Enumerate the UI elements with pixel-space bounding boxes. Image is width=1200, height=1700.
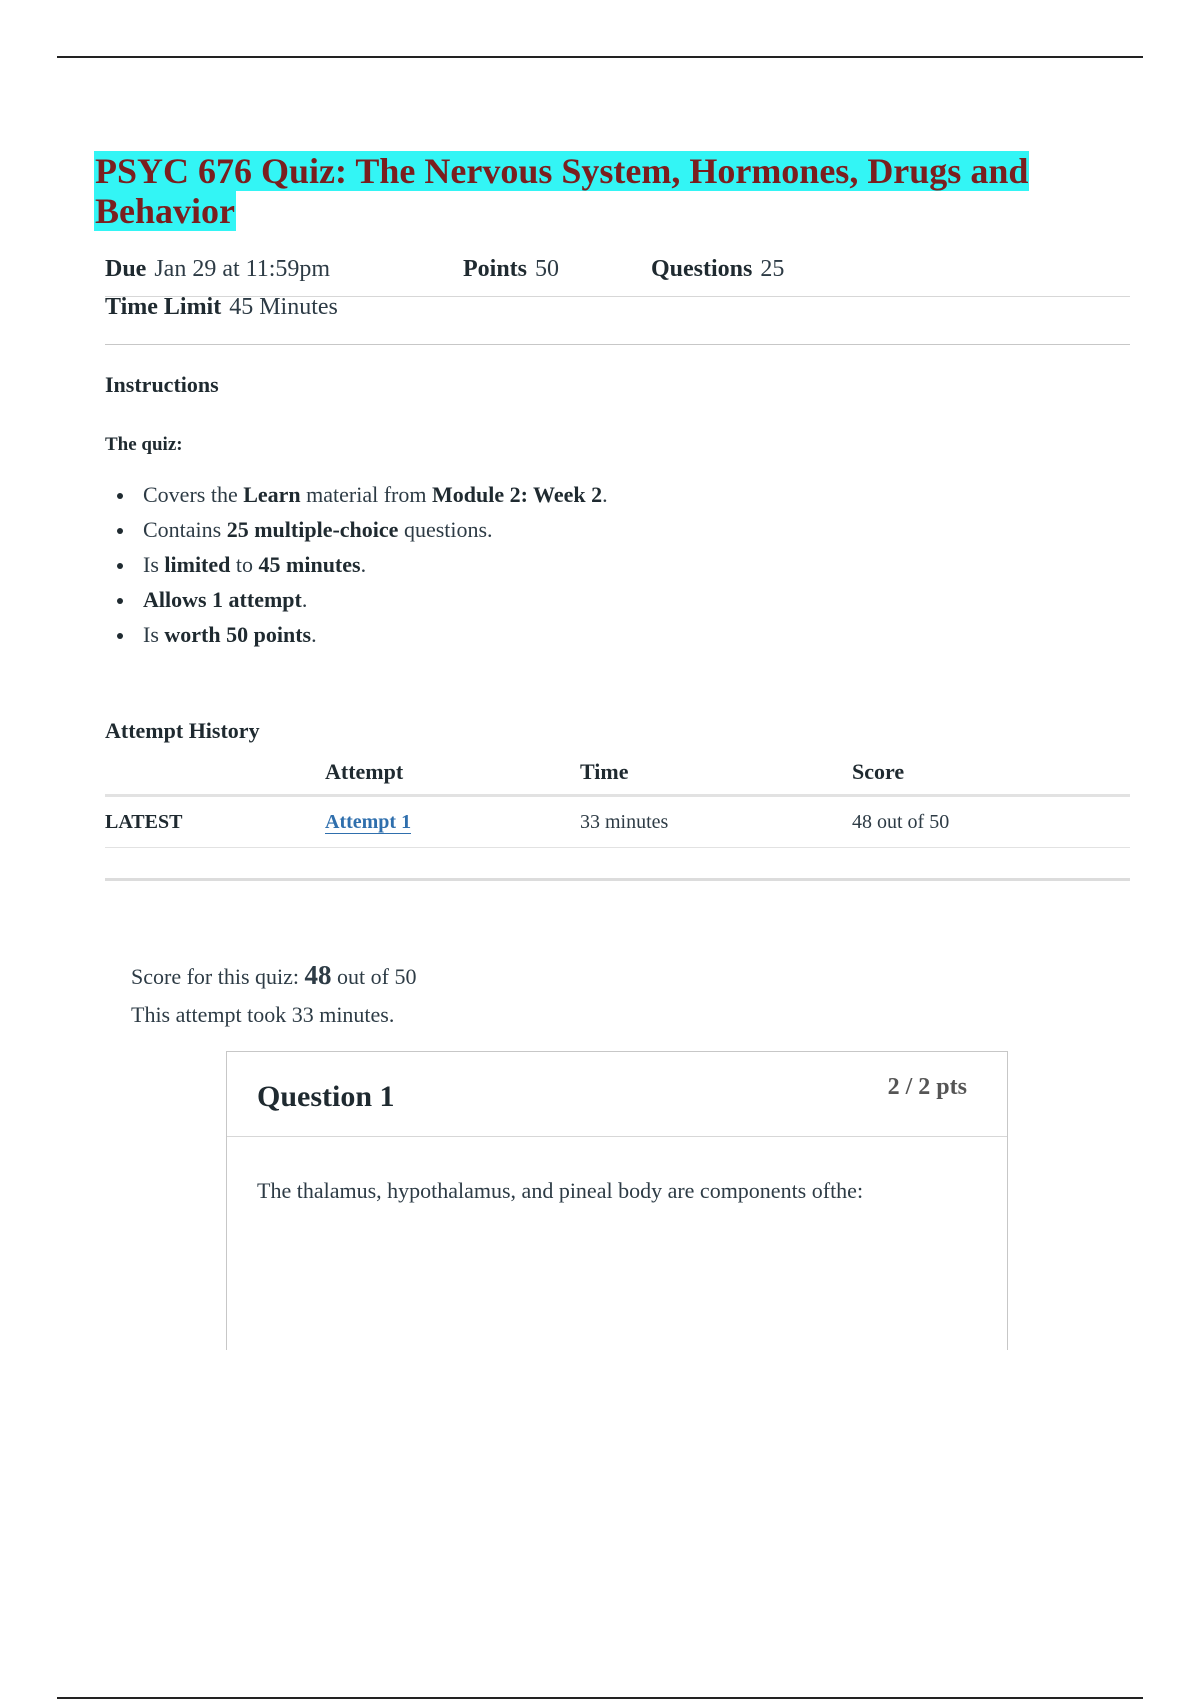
question-title: Question 1	[257, 1080, 395, 1113]
attempt-link[interactable]: Attempt 1	[325, 810, 412, 833]
points-value: 50	[535, 256, 560, 282]
table-row	[105, 796, 1130, 848]
quiz-meta-row-time	[105, 294, 1130, 345]
quiz-meta-row	[105, 256, 1130, 297]
instructions-list	[105, 480, 608, 655]
question-card	[226, 1051, 1008, 1350]
list-item: Is worth 50 points.	[105, 620, 608, 655]
bullet-icon	[117, 493, 123, 499]
table-header-row	[105, 750, 1130, 796]
table-spacer-row	[105, 848, 1130, 880]
questions-count	[651, 256, 784, 283]
due-label: Due	[105, 256, 147, 282]
list-item: Allows 1 attempt.	[105, 585, 608, 620]
bullet-icon	[117, 598, 123, 604]
points	[463, 256, 559, 283]
instructions-heading: Instructions	[105, 372, 219, 397]
page-bottom-rule	[57, 1697, 1143, 1699]
list-item: Contains 25 multiple-choice questions.	[105, 515, 608, 550]
due-date	[105, 256, 330, 283]
page-top-rule	[57, 56, 1143, 58]
points-label: Points	[463, 256, 528, 282]
question-text: The thalamus, hypothalamus, and pineal body are components ofthe:	[257, 1178, 864, 1203]
time-limit-label: Time Limit	[105, 294, 222, 320]
quiz-score-value: 48	[304, 960, 332, 990]
question-header	[227, 1052, 1007, 1137]
score-cell: 48 out of 50	[852, 796, 1130, 848]
list-item: Is limited to 45 minutes.	[105, 550, 608, 585]
attempt-history-table	[105, 750, 1130, 881]
instructions-subheading: The quiz:	[105, 434, 183, 455]
column-header	[105, 750, 325, 796]
quiz-title: PSYC 676 Quiz: The Nervous System, Hormones, Drugs and Behavior	[95, 151, 1029, 231]
attempt-history-heading: Attempt History	[105, 718, 260, 743]
latest-label: LATEST	[105, 796, 325, 848]
question-points: 2 / 2 pts	[887, 1074, 967, 1100]
column-header: Score	[852, 750, 1130, 796]
bullet-icon	[117, 563, 123, 569]
time-cell: 33 minutes	[580, 796, 852, 848]
quiz-score: Score for this quiz: 48 out of 50	[131, 960, 417, 990]
due-value: Jan 29 at 11:59pm	[154, 256, 331, 282]
questions-value: 25	[760, 256, 785, 282]
bullet-icon	[117, 633, 123, 639]
questions-label: Questions	[651, 256, 753, 282]
column-header: Attempt	[325, 750, 580, 796]
time-limit-value: 45 Minutes	[229, 294, 338, 320]
attempt-duration: This attempt took 33 minutes.	[131, 1002, 395, 1027]
bullet-icon	[117, 528, 123, 534]
list-item: Covers the Learn material from Module 2: Week 2.	[105, 480, 608, 515]
column-header: Time	[580, 750, 852, 796]
attempt-cell	[325, 796, 580, 848]
time-limit	[105, 294, 338, 321]
